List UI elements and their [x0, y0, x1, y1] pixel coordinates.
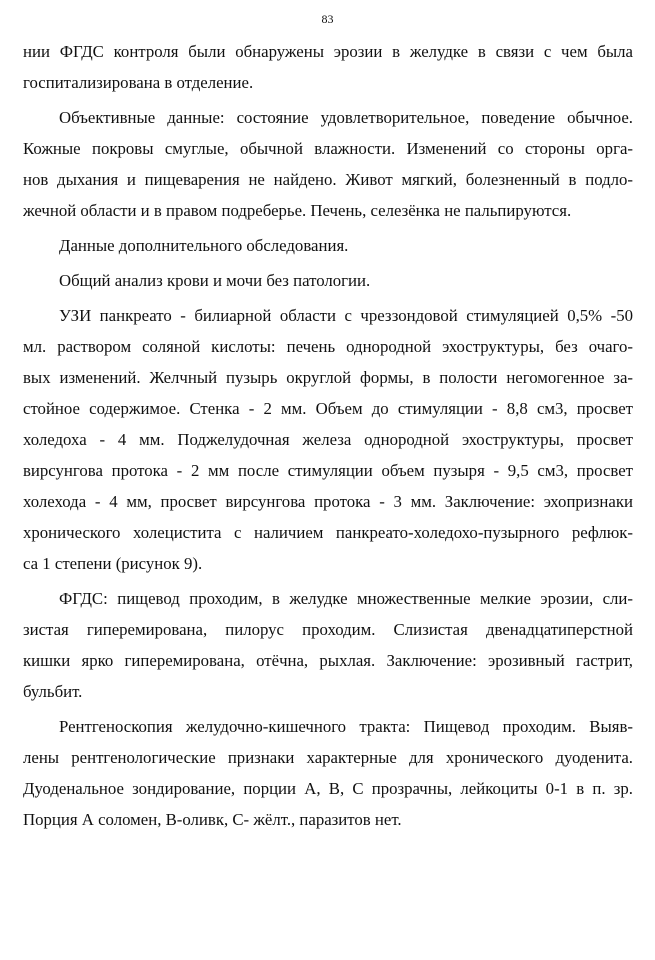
- paragraph: [23, 230, 633, 261]
- text-line: стойное содержимое. Стенка - 2 мм. Объем до стимуляции - 8,8 см3, просвет: [23, 399, 633, 418]
- text-line: холедоха - 4 мм. Поджелудочная железа однородной эхоструктуры, просвет: [23, 430, 633, 449]
- text-line: Общий анализ крови и мочи без патологии.: [59, 271, 371, 290]
- text-line: Данные дополнительного обследования.: [59, 236, 349, 255]
- text-line: са 1 степени (рисунок 9).: [23, 554, 203, 573]
- text-line: хронического холецистита с наличием панкреато-холедохо-пузырного рефлюк-: [23, 523, 633, 542]
- text-line: жечной области и в правом подреберье. Печень, селезёнка не пальпируются.: [23, 201, 572, 220]
- text-line: бульбит.: [23, 682, 83, 701]
- text-line: Дуоденальное зондирование, порции А, В, С прозрачны, лейкоциты 0-1 в п. зр.: [23, 779, 633, 798]
- paragraph: [23, 265, 633, 296]
- text-line: Рентгеноскопия желудочно-кишечного тракта: Пищевод проходим. Выяв-: [59, 717, 633, 736]
- text-line: нии ФГДС контроля были обнаружены эрозии в желудке в связи с чем была: [23, 42, 633, 61]
- paragraph: [23, 36, 633, 98]
- text-line: мл. раствором соляной кислоты: печень однородной эхоструктуры, без очаго-: [23, 337, 633, 356]
- text-line: Кожные покровы смуглые, обычной влажности. Изменений со стороны орга-: [23, 139, 633, 158]
- paragraph: [23, 711, 633, 835]
- page-number: 83: [321, 12, 334, 26]
- text-line: Порция А соломен, В-оливк, С- жёлт., паразитов нет.: [23, 810, 402, 829]
- text-line: ФГДС: пищевод проходим, в желудке множественные мелкие эрозии, сли-: [59, 589, 633, 608]
- text-line: зистая гиперемирована, пилорус проходим. Слизистая двенадцатиперстной: [23, 620, 633, 639]
- text-line: Объективные данные: состояние удовлетворительное, поведение обычное.: [59, 108, 633, 127]
- text-line: УЗИ панкреато - билиарной области с чреззондовой стимуляцией 0,5% -50: [59, 306, 633, 325]
- text-line: нов дыхания и пищеварения не найдено. Живот мягкий, болезненный в подло-: [23, 170, 633, 189]
- paragraph: [23, 102, 633, 226]
- text-line: холехода - 4 мм, просвет вирсунгова протока - 3 мм. Заключение: эхопризнаки: [23, 492, 633, 511]
- paragraph: [23, 300, 633, 579]
- paragraph: [23, 583, 633, 707]
- text-line: вых изменений. Желчный пузырь округлой формы, в полости негомогенное за-: [23, 368, 633, 387]
- document-body: [23, 36, 633, 835]
- text-line: вирсунгова протока - 2 мм после стимуляции объем пузыря - 9,5 см3, просвет: [23, 461, 633, 480]
- text-line: кишки ярко гиперемирована, отёчна, рыхлая. Заключение: эрозивный гастрит,: [23, 651, 633, 670]
- text-line: лены рентгенологические признаки характерные для хронического дуоденита.: [23, 748, 633, 767]
- text-line: госпитализирована в отделение.: [23, 73, 254, 92]
